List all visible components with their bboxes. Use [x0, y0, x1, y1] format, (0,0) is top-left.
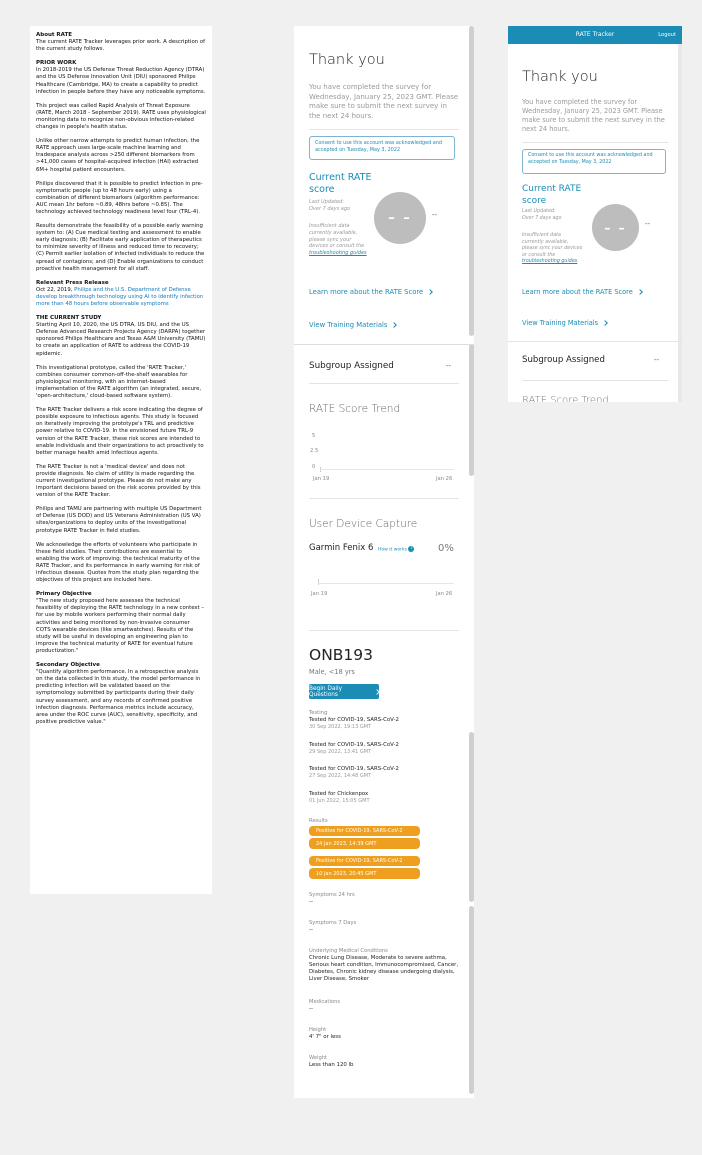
- capture-x-start: Jan 19: [311, 591, 328, 597]
- symptoms-24-label: Symptoms 24 hrs: [309, 892, 355, 898]
- subgroup-label: Subgroup Assigned: [522, 355, 605, 365]
- thanks-title: Thank you: [309, 52, 385, 68]
- consent-notice: Consent to use this account was acknowledged and accepted on Tuesday, May 3, 2022: [522, 149, 666, 174]
- test-date: 01 Jun 2022, 15:05 GMT: [309, 797, 370, 804]
- medications-value: --: [309, 1006, 313, 1012]
- chevron-right-icon: [427, 289, 433, 295]
- list-item: [309, 742, 459, 767]
- secondary-objective-heading: Secondary Objective: [36, 662, 100, 669]
- info-icon: i: [408, 546, 414, 552]
- rate-score-gauge: – –: [592, 204, 639, 251]
- about-heading: About RATE: [36, 32, 73, 38]
- list-item: [309, 717, 459, 742]
- prior-work-paragraph: Results demonstrate the feasibility of a possible early warning system to: (A) Cue medical testing and assessment to enable early diagnosis; (B) Facilitate early application of therapeutics to minimize severity of illness and reduced time to recovery; (C) Permit earlier isolation of infected individuals to reduce the spread of contagions; and (D) Enable organizations to conduct proactive health management for all staff.: [36, 223, 205, 272]
- learn-more-link[interactable]: [522, 288, 642, 296]
- result-date-badge: 10 Jan 2023, 20:45 GMT: [309, 868, 420, 879]
- subgroup-value: --: [654, 356, 660, 364]
- insufficient-data-note: [309, 223, 371, 257]
- press-release-link[interactable]: Philips and the U.S. Department of Defense develop breakthrough technology using AI to identify infection more than 48 hours before observable symptoms: [36, 286, 204, 307]
- press-date: Oct 22, 2019,: [36, 286, 75, 293]
- test-name: Tested for COVID-19, SARS-CoV-2: [309, 717, 399, 723]
- symptoms-7-value: --: [309, 927, 313, 933]
- rate-score-title: Current RATE score: [522, 184, 582, 206]
- user-info: Male, <18 yrs: [309, 668, 355, 676]
- secondary-objective-text: "Quantify algorithm performance. In a retrospective analysis on the data collected in this study, the model performance in predicting infection will be validated based on the symptomology submitted by participants during their daily survey assessment, and any records of confirmed positive infection diagnosis. Performance metrics include accuracy, area under the ROC curve (AUC), sensitivity, specificity, and positive predictive value.": [36, 669, 201, 725]
- prior-work-heading: PRIOR WORK: [36, 60, 77, 67]
- insufficient-data-text: Insufficient data currently available, please sync your devices or consult the: [522, 233, 583, 258]
- prior-work-paragraph: In 2018-2019 the US Defense Threat Reduction Agency (DTRA) and the US Defense Innovation Unit (DIU) sponsored Philips Healthcare (Cambridge, MA) to create a capability to predict infection in people before they have any noticeable symptoms.: [36, 67, 206, 95]
- about-panel: [30, 26, 212, 894]
- trend-x-start: Jan 19: [313, 476, 330, 482]
- test-name: Tested for COVID-19, SARS-CoV-2: [309, 766, 399, 772]
- rate-score-title: Current RATE score: [309, 172, 372, 195]
- app-title: RATE Tracker: [575, 31, 615, 38]
- how-it-works-label: How it works: [378, 547, 407, 553]
- prior-work-paragraph: Philips discovered that it is possible to predict infection in pre-symptomatic people (up to 48 hours early) using a combination of different biomarkers (algorithm performance: AUC mean 1hr before ~0.89, 48hrs before ~0.85). The technology achieved technology readiness level four (TRL-4).: [36, 180, 203, 215]
- current-study-paragraph: Philips and TAMU are partnering with multiple US Department of Defense (US DOD) and US Veterans Administration (US VA) sites/organizations to deploy units of the investigational prototype RATE Tracker in field studies.: [36, 506, 202, 534]
- device-name: Garmin Fenix 6: [309, 543, 374, 553]
- current-study-paragraph: The RATE Tracker is not a 'medical device' and does not provide diagnosis. No claim of utility is made regarding the current investigational prototype. Please do not make any important decisions based on the risk scores provided by this version of the RATE Tracker.: [36, 463, 201, 499]
- chevron-right-icon: [602, 320, 608, 326]
- thanks-text: You have completed the survey for Wednesday, January 25, 2023 GMT. Please make sure to submit the next survey in the next 24 hours.: [309, 83, 459, 121]
- consent-notice: Consent to use this account was acknowledged and accepted on Tuesday, May 3, 2022: [309, 136, 455, 160]
- press-release: [36, 287, 206, 308]
- trend-y-tick: 0: [312, 464, 316, 470]
- scrollbar-track[interactable]: [678, 44, 682, 402]
- insufficient-data-text: Insufficient data currently available, please sync your devices or consult the: [309, 223, 365, 250]
- capture-x-end: Jan 26: [436, 591, 453, 597]
- trend-title: RATE Score Trend: [309, 403, 401, 415]
- scrollbar-thumb[interactable]: [469, 732, 474, 902]
- subgroup-value: --: [446, 362, 452, 370]
- test-date: 27 Sep 2022, 14:48 GMT: [309, 773, 372, 779]
- current-study-heading: THE CURRENT STUDY: [36, 315, 102, 322]
- symptoms-7-label: Symptoms 7 Days: [309, 920, 357, 926]
- scrollbar-thumb[interactable]: [469, 344, 474, 476]
- device-capture-percent: 0%: [438, 543, 454, 554]
- about-intro: The current RATE Tracker leverages prior work. A description of the current study follows.: [36, 39, 206, 53]
- height-value: 4' 7" or less: [309, 1034, 341, 1040]
- begin-daily-questions-label: Begin Daily Questions: [309, 685, 343, 698]
- primary-objective-heading: Primary Objective: [36, 591, 92, 598]
- thanks-text: You have completed the survey for Wednesday, January 25, 2023 GMT. Please make sure to submit the next survey in the next 24 hours.: [522, 98, 665, 133]
- primary-objective-text: "The new study proposed here assesses the technical feasibility of deploying the RATE technology in a new context – for use by mobile workers performing their normal daily activities and being monitored by non-invasive consumer COTS wearable devices (like smartwatches). Results of the study will be useful in developing an engineering plan to improve the technical maturity of RATE for eventual future productization.": [36, 598, 205, 654]
- rate-score-side-value: --: [645, 220, 651, 228]
- user-id: ONB193: [309, 646, 374, 664]
- top-nav-bar: [508, 26, 682, 44]
- rate-score-gauge: – –: [374, 192, 426, 244]
- result-badge: Positive for COVID-19, SARS-CoV-2: [309, 826, 420, 836]
- testing-label: Testing: [309, 710, 328, 716]
- current-study-paragraph: We acknowledge the efforts of volunteers who participate in these field studies. Their contributions are essential to enabling the work of improving: the technical maturity of the RATE Tracker, and its performance in early warning for risk of infectious disease. Quotes from the study plan regarding the objectives of this project are included here.: [36, 541, 200, 584]
- current-study-paragraph: Starting April 10, 2020, the US DTRA, US DIU, and the US Defense Advanced Research Projects Agency (DARPA) together sponsored Philips Healthcare and Texas A&M University (TAMU) to create an application of RATE to address the COVID-19 epidemic.: [36, 322, 206, 357]
- current-study-paragraph: The RATE Tracker delivers a risk score indicating the degree of possible exposure to infectious agents. This study is focused on iteratively improving the prototype's TRL and predictive power relative to COVID-19. In the envisioned future TRL-9 version of the RATE Tracker, these risk scores are intended to enable individuals and their organizations to act proactively to better manage health amid infectious agents.: [36, 407, 204, 456]
- prior-work-paragraph: This project was called Rapid Analysis of Threat Exposure (RATE, March 2018 - September 2019). RATE uses physiological monitoring data to recognize non-obvious infection-related changes in people's health status.: [36, 102, 206, 131]
- last-updated-label: Last Updated:: [522, 209, 556, 214]
- thanks-title: Thank you: [522, 69, 598, 85]
- learn-more-label: Learn more about the RATE Score: [309, 288, 424, 296]
- rate-score-side-value: --: [432, 211, 438, 219]
- result-badge: Positive for COVID-19, SARS-CoV-2: [309, 856, 420, 866]
- troubleshooting-link[interactable]: troubleshooting guides: [522, 259, 578, 264]
- scrollbar-thumb[interactable]: [469, 26, 474, 336]
- test-date: 30 Sep 2022, 19:13 GMT: [309, 724, 372, 730]
- results-label: Results: [309, 818, 328, 824]
- training-materials-label: View Training Materials: [522, 319, 599, 327]
- conditions-label: Underlying Medical Conditions: [309, 948, 388, 954]
- insufficient-data-note: [522, 233, 584, 266]
- trend-y-tick: 2.5: [310, 448, 319, 454]
- how-it-works-link[interactable]: [378, 546, 414, 553]
- press-heading: Relevant Press Release: [36, 279, 109, 286]
- test-name: Tested for Chickenpox: [309, 790, 369, 797]
- chevron-right-icon: [637, 289, 643, 295]
- chevron-right-icon: [392, 322, 398, 328]
- device-capture-title: User Device Capture: [309, 518, 418, 530]
- troubleshooting-link[interactable]: troubleshooting guides: [309, 250, 367, 257]
- list-item: [309, 766, 459, 791]
- trend-y-tick: 5: [312, 433, 316, 439]
- learn-more-label: Learn more about the RATE Score: [522, 288, 633, 296]
- training-materials-link[interactable]: [309, 321, 396, 329]
- trend-title: RATE Score Trend: [522, 395, 609, 402]
- dashboard-panel: [294, 26, 474, 1098]
- scrollbar-thumb[interactable]: [469, 906, 474, 1094]
- last-updated-value: Over 7 days ago: [309, 205, 351, 212]
- result-date-badge: 24 Jan 2023, 14:39 GMT: [309, 838, 420, 849]
- tracker-viewport: [508, 26, 682, 402]
- learn-more-link[interactable]: [309, 288, 432, 296]
- chevron-right-icon: [374, 689, 380, 695]
- symptoms-24-value: --: [309, 899, 313, 905]
- current-study-paragraph: This investigational prototype, called the 'RATE Tracker,' combines consumer common-off-the-shelf wearables for physiological monitoring, with an internet-based implementation of the RATE algorithm (an integrated, secure, 'open-architecture,' cloud-based software system).: [36, 364, 202, 400]
- conditions-value: Chronic Lung Disease, Moderate to severe asthma, Serious heart condition, Immunocompromised, Cancer, Diabetes, Chronic kidney disease undergoing dialysis, Liver Disease, Smoker: [309, 955, 459, 982]
- begin-daily-questions-button[interactable]: [309, 684, 379, 699]
- testing-list: [309, 717, 459, 815]
- weight-value: Less than 120 lb: [309, 1062, 354, 1068]
- list-item: [309, 791, 459, 816]
- training-materials-label: View Training Materials: [309, 321, 388, 329]
- training-materials-link[interactable]: [522, 319, 607, 327]
- logout-button[interactable]: Logout: [658, 32, 676, 38]
- trend-x-end: Jan 26: [436, 476, 453, 482]
- last-updated-label: Last Updated:: [309, 199, 344, 205]
- subgroup-label: Subgroup Assigned: [309, 361, 394, 371]
- height-label: Height: [309, 1027, 327, 1033]
- test-date: 29 Sep 2022, 13:41 GMT: [309, 748, 372, 755]
- weight-label: Weight: [309, 1055, 328, 1061]
- test-name: Tested for COVID-19, SARS-CoV-2: [309, 741, 399, 748]
- prior-work-paragraph: Unlike other narrow attempts to predict human infection, the RATE approach uses large-scale machine learning and tradespace analysis across >250 different biomarkers from >41,000 cases of hospital-acquired infection (HAI) extracted 6M+ hospital patient encounters.: [36, 138, 200, 173]
- medications-label: Medications: [309, 999, 341, 1005]
- last-updated-value: Over 7 days ago: [522, 215, 562, 221]
